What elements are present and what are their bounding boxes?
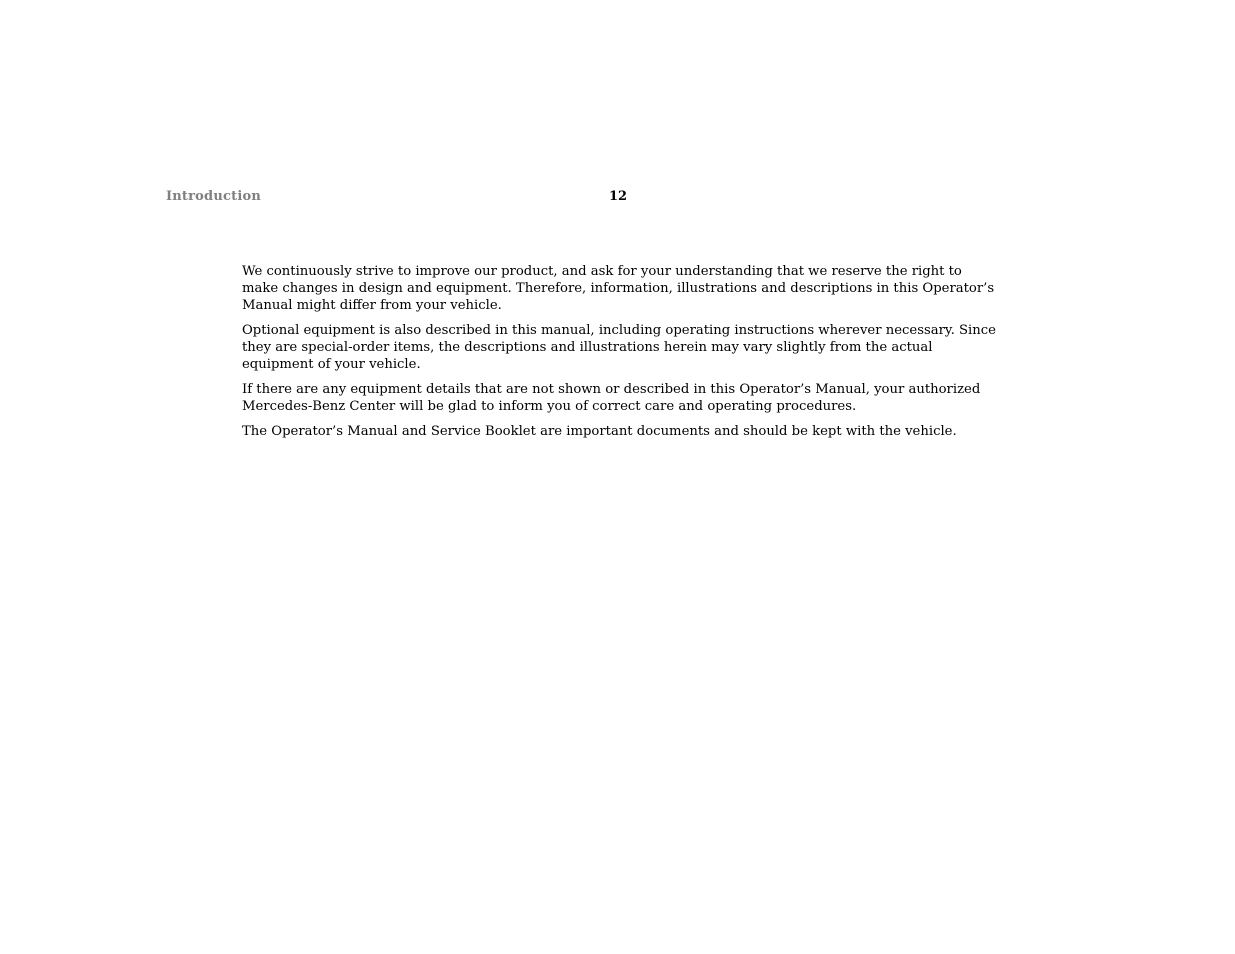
paragraph: If there are any equipment details that are not shown or described in this Operator’s Manual, your authorized Mercedes-Benz Center will be glad to inform you of correct care and operating procedures.: [242, 382, 981, 414]
body-text: [242, 263, 1002, 448]
section-title: Introduction: [166, 189, 261, 204]
paragraph: The Operator’s Manual and Service Booklet are important documents and should be kept with the vehicle.: [242, 424, 957, 439]
paragraph: We continuously strive to improve our product, and ask for your understanding that we reserve the right to make changes in design and equipment. Therefore, information, illustrations and descriptions in this Operator’s Manual might differ from your vehicle.: [242, 264, 995, 313]
page-number: 12: [609, 189, 628, 204]
paragraph: Optional equipment is also described in this manual, including operating instructions wherever necessary. Since they are special-order items, the descriptions and illustrations herein may vary slightly from the actual equipment of your vehicle.: [242, 323, 996, 372]
